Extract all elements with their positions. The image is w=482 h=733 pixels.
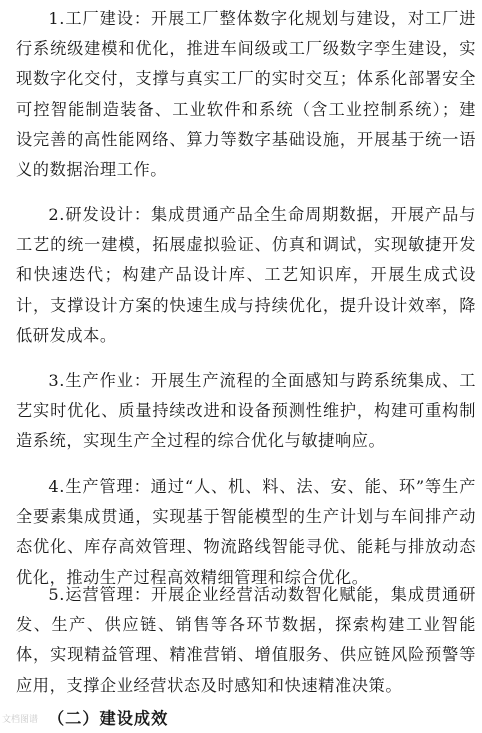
paragraph-operation-management: 5.运营管理：开展企业经营活动数智化赋能，集成贯通研发、生产、供应链、销售等各环节数据，探索构建工业智能体，实现精益管理、精准营销、增值服务、供应链风险预警等应用，支撑企业经营状态及时感知和快速精准决策。 [16,585,476,695]
paragraph-production-operation: 3.生产作业：开展生产流程的全面感知与跨系统集成、工艺实时优化、质量持续改进和设备预测性维护，构建可重构制造系统，实现生产全过程的综合优化与敏捷响应。 [16,371,476,451]
section-heading: （二）建设成效 [48,709,169,728]
watermark: 文档图谱 [2,715,39,725]
paragraph-production-management: 4.生产管理：通过“人、机、料、法、安、能、环”等生产全要素集成贯通，实现基于智能模型的生产计划与车间排产动态优化、库存高效管理、物流路线智能寻优、能耗与排放动态优化，推动生产过程高效精细管理和综合优化。 [16,477,476,587]
paragraph-factory-construction: 1.工厂建设：开展工厂整体数字化规划与建设，对工厂进行系统级建模和优化，推进车间级或工厂级数字孪生建设，实现数字化交付，支撑与真实工厂的实时交互；体系化部署安全可控智能制造装备、工业软件和系统（含工业控制系统）；建设完善的高性能网络、算力等数字基础设施，开展基于统一语义的数据治理工作。 [16,9,476,180]
paragraph-rd-design: 2.研发设计：集成贯通产品全生命周期数据，开展产品与工艺的统一建模，拓展虚拟验证、仿真和调试，实现敏捷开发和快速迭代；构建产品设计库、工艺知识库，开展生成式设计，支撑设计方案的快速生成与持续优化，提升设计效率，降低研发成本。 [16,205,476,345]
